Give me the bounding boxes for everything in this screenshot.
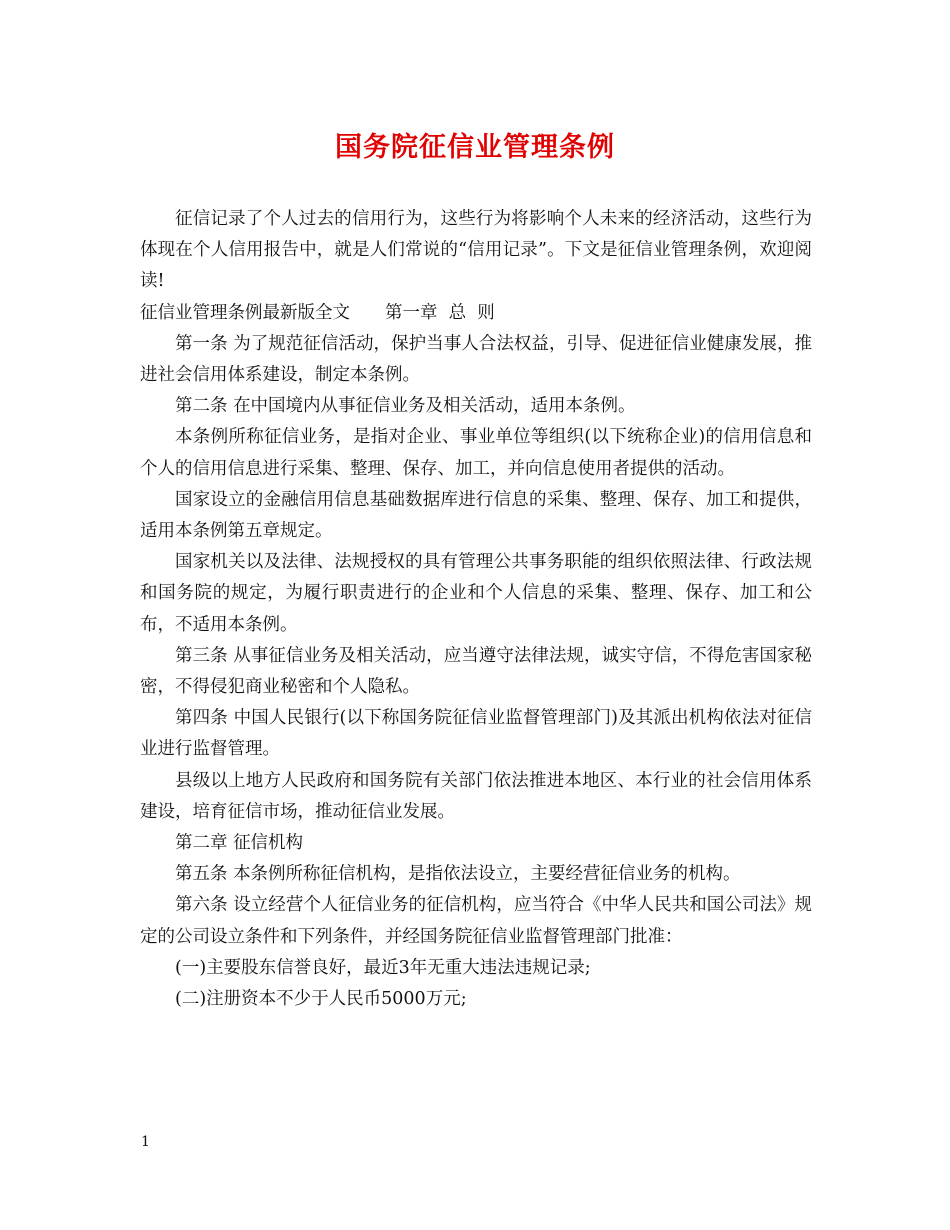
paragraph-article-1: 第一条 为了规范征信活动，保护当事人合法权益，引导、促进征信业健康发展，推进社会信用体系建设，制定本条例。 bbox=[140, 333, 812, 386]
paragraph-article-4: 第四条 中国人民银行(以下称国务院征信业监督管理部门)及其派出机构依法对征信业进行监督管理。 bbox=[140, 708, 812, 760]
paragraph-article-3: 第三条 从事征信业务及相关活动，应当遵守法律法规，诚实守信，不得危害国家秘密，不得侵犯商业秘密和个人隐私。 bbox=[140, 645, 812, 698]
page-number: 1 bbox=[141, 1134, 150, 1150]
paragraph-article-6: 第六条 设立经营个人征信业务的征信机构，应当符合《中华人民共和国公司法》规定的公司设立条件和下列条件，并经国务院征信业监督管理部门批准： bbox=[140, 895, 812, 947]
paragraph-article-2: 第二条 在中国境内从事征信业务及相关活动，适用本条例。 bbox=[175, 396, 636, 417]
paragraph-article-6-item-1: (一)主要股东信誉良好，最近3年无重大违法违规记录; bbox=[175, 957, 591, 978]
paragraph-article-2-database: 国家设立的金融信用信息基础数据库进行信息的采集、整理、保存、加工和提供，适用本条例第五章规定。 bbox=[140, 489, 812, 542]
paragraph-article-4-local: 县级以上地方人民政府和国务院有关部门依法推进本地区、本行业的社会信用体系建设，培育征信市场，推动征信业发展。 bbox=[140, 770, 812, 822]
paragraph-intro: 征信记录了个人过去的信用行为，这些行为将影响个人未来的经济活动，这些行为体现在个人信用报告中，就是人们常说的“信用记录”。下文是征信业管理条例，欢迎阅读! bbox=[140, 209, 812, 292]
document-title: 国务院征信业管理条例 bbox=[335, 132, 615, 163]
paragraph-article-2-exclusion: 国家机关以及法律、法规授权的具有管理公共事务职能的组织依照法律、行政法规和国务院的规定，为履行职责进行的企业和个人信息的采集、整理、保存、加工和公布，不适用本条例。 bbox=[140, 552, 812, 635]
paragraph-article-5: 第五条 本条例所称征信机构，是指依法设立，主要经营征信业务的机构。 bbox=[175, 864, 741, 885]
paragraph-article-6-item-2: (二)注册资本不少于人民币5000万元; bbox=[175, 989, 467, 1010]
document-body bbox=[140, 204, 812, 1015]
paragraph-chapter-two-heading: 第二章 征信机构 bbox=[175, 833, 304, 854]
paragraph-article-2-definition: 本条例所称征信业务，是指对企业、事业单位等组织(以下统称企业)的信用信息和个人的信用信息进行采集、整理、保存、加工，并向信息使用者提供的活动。 bbox=[140, 427, 812, 479]
paragraph-chapter-one-heading: 征信业管理条例最新版全文 第一章 总 则 bbox=[140, 302, 495, 323]
